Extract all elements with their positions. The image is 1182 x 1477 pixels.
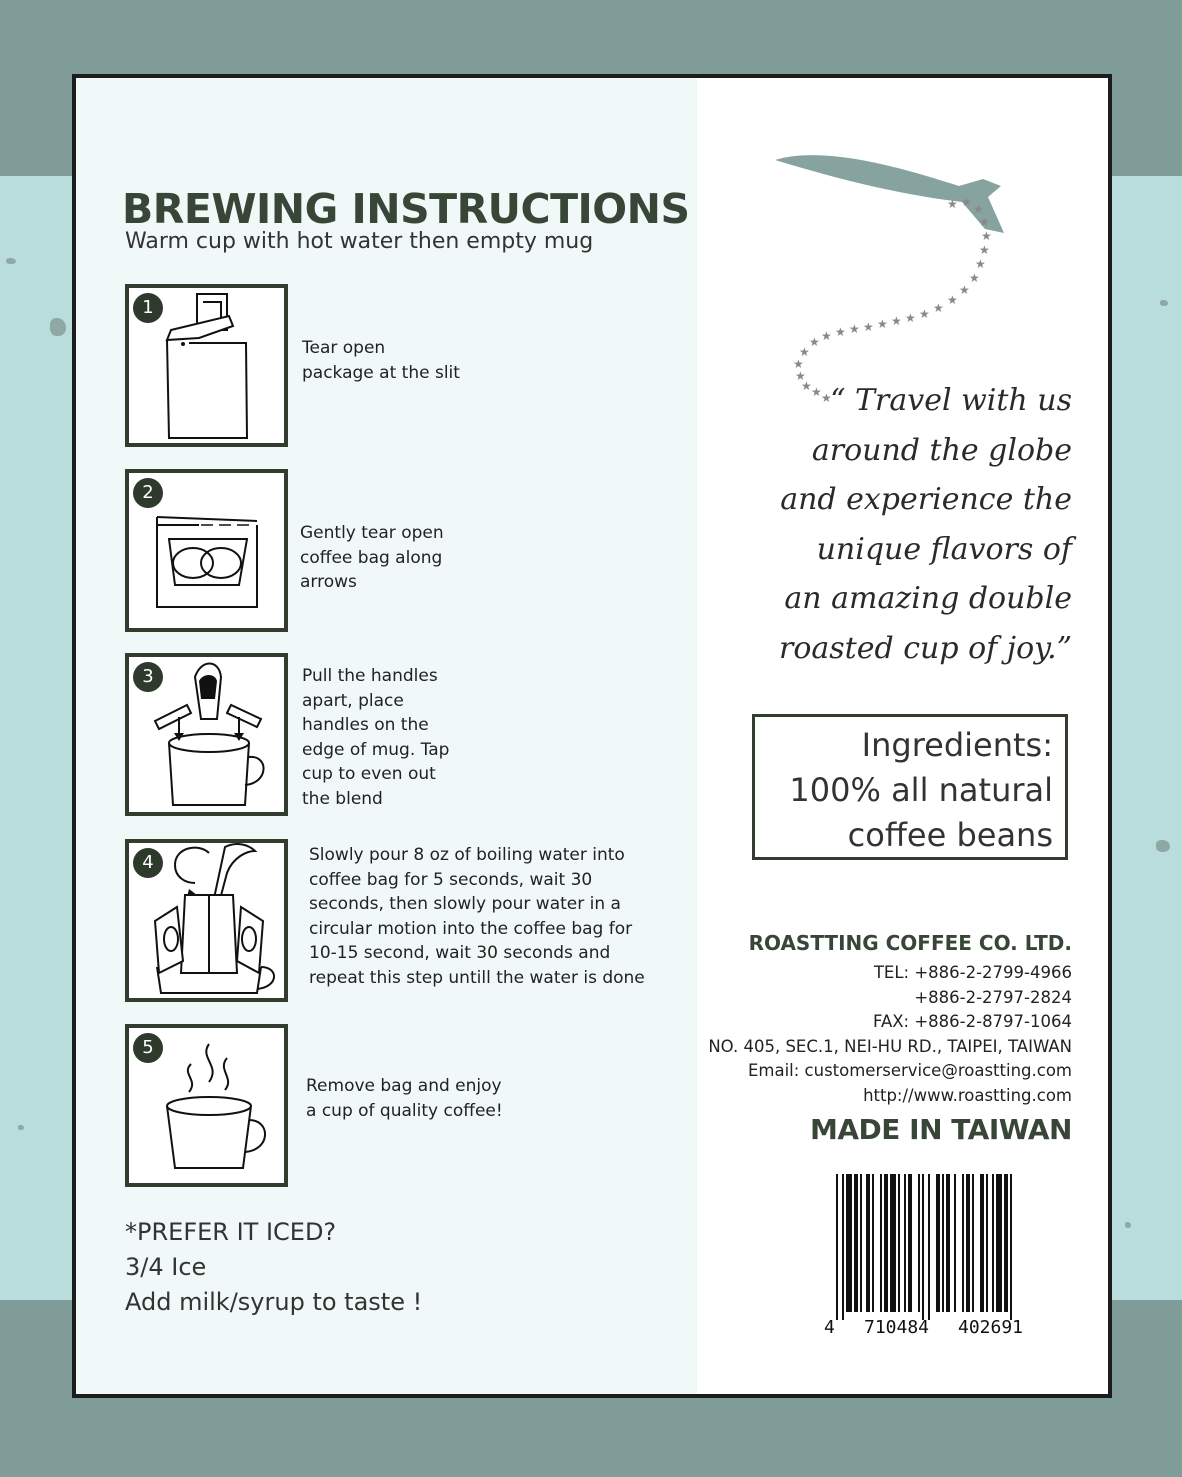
contact-address: NO. 405, SEC.1, NEI-HU RD., TAIPEI, TAIWAN <box>708 1036 1072 1056</box>
barcode-bar <box>986 1174 988 1312</box>
svg-text:★: ★ <box>975 257 986 271</box>
star-trail <box>793 195 992 405</box>
barcode <box>824 1170 1064 1346</box>
company-name: ROASTTING COFFEE CO. LTD. <box>748 931 1072 955</box>
barcode-bar <box>992 1174 994 1312</box>
company-contact <box>708 961 1072 1108</box>
barcode-bar <box>918 1174 920 1312</box>
iced-note-line: 3/4 Ice <box>125 1253 207 1281</box>
barcode-bar <box>996 1174 1002 1312</box>
svg-text:★: ★ <box>877 317 888 331</box>
barcode-digits <box>824 1317 1064 1341</box>
iced-note-line: *PREFER IT ICED? <box>125 1218 337 1246</box>
step-5-number: 5 <box>133 1033 163 1063</box>
svg-text:★: ★ <box>959 283 970 297</box>
barcode-bar <box>1004 1174 1008 1312</box>
step-3-line: apart, place <box>302 690 404 711</box>
paint-speck <box>6 258 16 264</box>
quote-line: an amazing double <box>784 581 1072 616</box>
step-4-number: 4 <box>133 848 163 878</box>
barcode-bar <box>884 1174 888 1312</box>
step-2-line: arrows <box>300 572 357 592</box>
svg-text:★: ★ <box>849 322 860 336</box>
svg-text:★: ★ <box>933 301 944 315</box>
barcode-digit-group: 4 <box>824 1317 835 1338</box>
step-4-line: repeat this step untill the water is done <box>309 967 645 988</box>
svg-text:★: ★ <box>973 202 984 216</box>
step-4-text <box>309 843 645 990</box>
barcode-digit-group: 402691 <box>958 1317 1024 1338</box>
step-5-text <box>306 1074 503 1123</box>
svg-text:★: ★ <box>795 369 806 383</box>
step-1-line: Tear open <box>302 338 386 358</box>
barcode-bar <box>890 1174 896 1312</box>
coffee-bag-tear-icon <box>129 473 284 628</box>
barcode-bar <box>922 1174 924 1320</box>
barcode-bar <box>962 1174 964 1312</box>
quote-line: unique flavors of <box>816 531 1072 567</box>
iced-note-line: Add milk/syrup to taste ! <box>125 1288 423 1316</box>
svg-text:★: ★ <box>947 293 958 307</box>
quote-line: around the globe <box>811 432 1072 468</box>
svg-text:★: ★ <box>947 197 958 211</box>
page-subtitle: Warm cup with hot water then empty mug <box>125 229 594 254</box>
svg-text:★: ★ <box>891 314 902 328</box>
contact-website: http://www.roastting.com <box>863 1085 1072 1105</box>
barcode-bar <box>972 1174 974 1312</box>
step-4-line: coffee bag for 5 seconds, wait 30 <box>309 869 593 890</box>
barcode-bar <box>936 1174 940 1312</box>
paint-speck <box>1125 1222 1131 1228</box>
step-1-illustration <box>125 284 288 447</box>
ingredients-line: 100% all natural <box>789 771 1053 809</box>
svg-text:★: ★ <box>811 385 822 399</box>
paint-speck <box>1160 300 1168 306</box>
barcode-digit-group: 710484 <box>864 1317 930 1338</box>
step-1-number: 1 <box>133 293 163 323</box>
airplane-icon <box>697 78 1108 418</box>
step-1-line: package at the slit <box>302 362 460 383</box>
quote-line: “ Travel with us <box>830 383 1072 418</box>
barcode-bars <box>824 1170 1064 1320</box>
ingredients-line: coffee beans <box>847 816 1053 854</box>
barcode-bar <box>928 1174 930 1320</box>
barcode-bar <box>904 1174 906 1312</box>
paint-speck <box>1156 840 1170 852</box>
quote-line: and experience the <box>780 482 1072 517</box>
paint-speck <box>50 318 66 336</box>
ingredients-box <box>752 714 1068 860</box>
step-1-text <box>302 336 460 385</box>
barcode-bar <box>966 1174 970 1312</box>
barcode-bar <box>866 1174 870 1312</box>
svg-text:★: ★ <box>799 345 810 359</box>
svg-text:★: ★ <box>979 215 990 229</box>
barcode-bar <box>842 1174 844 1320</box>
barcode-bar <box>946 1174 950 1312</box>
svg-text:★: ★ <box>979 243 990 257</box>
svg-text:★: ★ <box>919 307 930 321</box>
travel-quote <box>732 376 1072 673</box>
barcode-bar <box>872 1174 874 1312</box>
step-3-number: 3 <box>133 662 163 692</box>
barcode-bar <box>880 1174 882 1312</box>
steaming-cup-icon <box>129 1028 284 1183</box>
step-4-line: circular motion into the coffee bag for <box>309 918 633 939</box>
barcode-bar <box>980 1174 984 1312</box>
svg-text:★: ★ <box>821 329 832 343</box>
label-panel <box>72 74 1112 1398</box>
step-4-illustration <box>125 839 288 1002</box>
svg-text:★: ★ <box>981 229 992 243</box>
svg-text:★: ★ <box>793 357 804 371</box>
step-3-illustration <box>125 653 288 816</box>
step-3-line: edge of mug. Tap <box>302 739 450 760</box>
step-3-line: cup to even out <box>302 764 436 784</box>
package-tear-icon <box>129 288 284 443</box>
step-3-text <box>302 664 449 811</box>
step-2-illustration <box>125 469 288 632</box>
handles-on-mug-icon <box>129 657 284 812</box>
step-2-line: Gently tear open <box>300 523 444 543</box>
quote-line: roasted cup of joy.” <box>779 630 1072 666</box>
step-4-line: 10-15 second, wait 30 seconds and <box>309 943 611 963</box>
step-3-line: handles on the <box>302 715 429 735</box>
barcode-bar <box>954 1174 956 1312</box>
barcode-bar <box>908 1174 912 1312</box>
made-in-label: MADE IN TAIWAN <box>810 1113 1072 1146</box>
svg-text:★: ★ <box>821 391 832 405</box>
svg-text:★: ★ <box>905 311 916 325</box>
svg-text:★: ★ <box>835 325 846 339</box>
barcode-bar <box>836 1174 838 1320</box>
pour-water-icon <box>129 843 284 998</box>
contact-fax: FAX: +886-2-8797-1064 <box>872 1012 1072 1031</box>
barcode-bar <box>942 1174 944 1312</box>
step-3-line: Pull the handles <box>302 666 438 686</box>
iced-note <box>125 1215 422 1320</box>
svg-text:★: ★ <box>863 320 874 334</box>
contact-tel: TEL: +886-2-2799-4966 <box>873 963 1072 982</box>
barcode-bar <box>860 1174 862 1312</box>
step-2-text <box>300 521 444 595</box>
ingredients-line: Ingredients: <box>861 726 1053 764</box>
step-5-line: Remove bag and enjoy <box>306 1076 502 1096</box>
contact-tel-2: +886-2-2797-2824 <box>914 987 1072 1007</box>
step-4-line: Slowly pour 8 oz of boiling water into <box>309 845 625 865</box>
step-5-illustration <box>125 1024 288 1187</box>
barcode-bar <box>846 1174 852 1312</box>
svg-text:★: ★ <box>969 271 980 285</box>
step-2-number: 2 <box>133 478 163 508</box>
barcode-bar <box>898 1174 900 1312</box>
contact-email: Email: customerservice@roastting.com <box>747 1061 1072 1080</box>
step-5-line: a cup of quality coffee! <box>306 1100 503 1121</box>
step-2-line: coffee bag along <box>300 547 443 568</box>
barcode-bar <box>1010 1174 1012 1320</box>
svg-text:★: ★ <box>801 379 812 393</box>
barcode-bar <box>854 1174 858 1312</box>
svg-text:★: ★ <box>961 195 972 209</box>
step-3-line: the blend <box>302 788 383 809</box>
step-4-line: seconds, then slowly pour water in a <box>309 894 621 914</box>
page-title: BREWING INSTRUCTIONS <box>122 185 690 233</box>
paint-speck <box>18 1125 24 1130</box>
svg-text:★: ★ <box>809 335 820 349</box>
